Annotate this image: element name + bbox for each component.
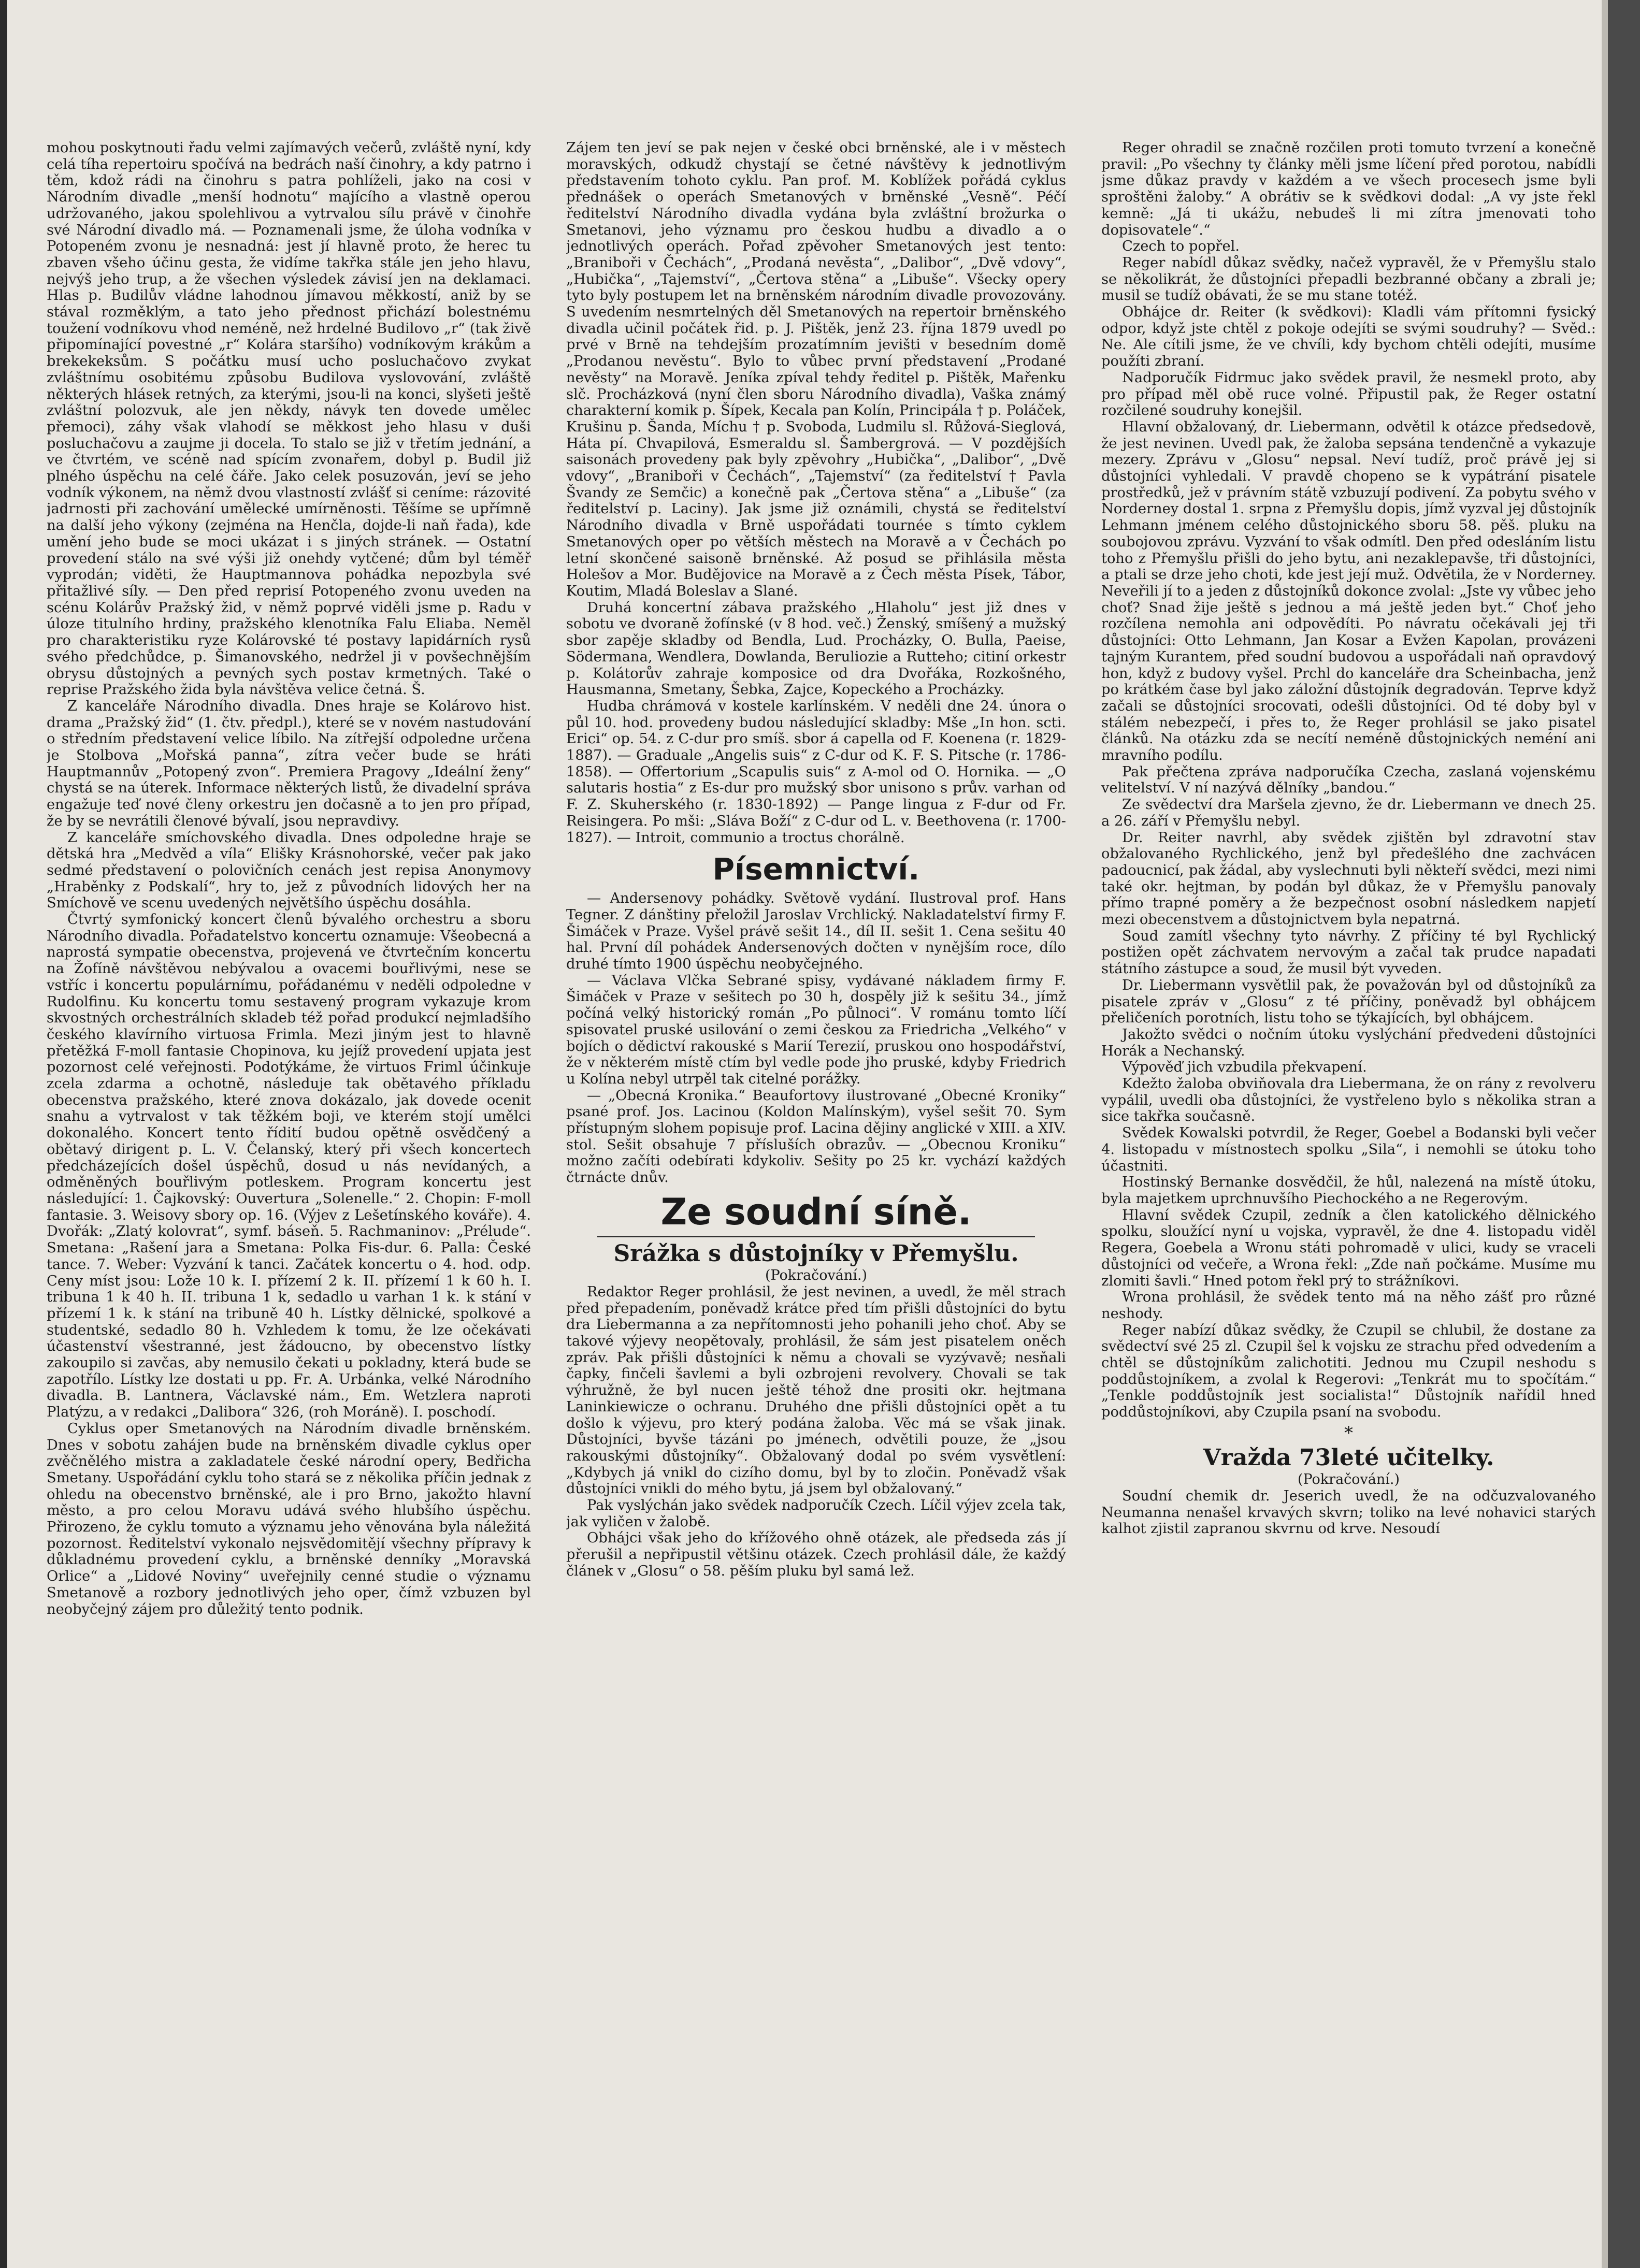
paragraph: Nadporučík Fidrmuc jako svědek pravil, že nesmekl proto, aby pro případ měl obě ruce volné. Připustil pak, že Reger ostatní rozčilené soudruhy konejšil. [1101,369,1596,419]
paragraph: Redaktor Reger prohlásil, že jest nevinen, a uvedl, že měl strach před přepadením, poněvadž krátce před tím přišli důstojníci do bytu dra Liebermanna a za nepřítomnosti jeho pohanili jeho choť. Aby se takové výjevy neopětovaly, prohlásil, že sám jest pisatelem oněch zpráv. Pak přišli důstojníci k němu a chovali se vyzývavě; nesňali čapky, finčeli šavlemi a byli ozbrojeni revolvery. Chovali se tak výhružně, že byl nucen ještě téhož dne prositi okr. hejtmana Laninkiewicze o ochranu. Druhého dne přišli důstojníci opět a tu došlo k výjevu, pro který podána žaloba. Věc má se však jinak. Důstojníci, byvše tázáni po jménech, odvětili pouze, že „jsou rakouskými důstojníky“. Obžalovaný dodal po svém vysvětlení: „Kdybych já vnikl do cizího domu, byl by to zločin. Poněvadž však důstojníci vnikli do mého bytu, já jsem byl obžalovaný.“ [566,1283,1066,1497]
paragraph: Reger ohradil se značně rozčilen proti tomuto tvrzení a konečně pravil: „Po všechny ty články měli jsme líčení před porotou, nabídli jsme důkaz pravdy v každém a ve všech procesech jsme byli sproštěni žaloby.“ A obrátiv se k svědkovi dodal: „A vy jste řekl kemně: „Já ti ukážu, nebudeš li mi zítra jmenovati toho dopisovatele“.“ [1101,140,1596,238]
paragraph: mohou poskytnouti řadu velmi zajímavých večerů, zvláště nyní, kdy celá tíha repertoiru spočívá na bedrách naší činohry, a kdy patrno i těm, kdož rádi na činohru s patra pohlíželi, jako na cosi v Národním divadle „menší hodnotu“ majícího a vlastně operou udržovaného, jakou spolehlivou a vytrvalou sílu právě v činohře své Národní divadlo má. — Poznamenali jsme, že úloha vodníka v Potopeném zvonu je nesnadná: jest jí hlavně proto, že herec tu zbaven všeho účinu gesta, že vidíme takřka stále jen jeho hlavu, nejvýš jeho trup, a že všechen výsledek závisí jen na deklamaci. Hlas p. Budilův vládne lahodnou jímavou měkkostí, aniž by se stával rozměklým, a tato jeho přednost přichází bolestnému toužení vodníkovu vhod neméně, než hrdelné Budilovo „r“ (tak živě připomínající povestné „r“ Kolára staršího) vodníkovým krákům a brekekeksům. S počátku musí ucho posluchačovo zvykat zvláštnímu osobitému způsobu Budilova vyslovování, zvláště některých hlásek retných, za kterými, jsou-li na konci, slyšeti ještě zvláštní polozvuk, ale jen někdy, návyk ten dovede umělec přemoci), záhy však vlahodí se měkkost jeho hlasu v duši posluchačovu a zaujme ji docela. To stalo se již v třetím jednání, a ve čtvrtém, ve scéně nad spícím zvonařem, dobyl p. Budil již plného úspěchu na celé čáře. Jako celek posuzován, jeví se jeho vodník výkonem, na němž dvou vlastností zvlášť si ceníme: rázovité jadrnosti při zachování umělecké umírněnosti. Těšíme se upřímně na další jeho výkony (zejména na Henčla, dojde-li naň řada), kde umění jeho bude se moci ukázat i s jiných stránek. — Ostatní provedení stálo na své výši již onehdy vytčené; dům byl téměř vyprodán; viděti, že Hauptmannova pohádka nepozbyla své přitažlivé síly. — Den před reprisí Potopeného zvonu uveden na scénu Kolárův Pražský žid, v němž poprvé viděli jsme p. Radu v úloze titulního hrdiny, pražského klenotníka Falu Eliaba. Neměl pro charakteristiku ryze Kolárovské té postavy lapidárních rysů svého předchůdce, p. Šimanovského, nedržel ji v povšechnějším obrysu důstojných a pevných sych postav krmetných. Také o reprise Pražského žida byla návštěva velice četná. Š. [47,140,531,698]
paragraph: Wrona prohlásil, že svědek tento má na něho zášť pro různé neshody. [1101,1289,1596,1322]
paragraph: Dr. Liebermann vysvětlil pak, že považován byl od důstojníků za pisatele zpráv v „Glosu“ z té příčiny, poněvadž byl obhájcem přeličeních porotních, listu toho se týkajících, byl obhájcem. [1101,977,1596,1027]
paragraph: Výpověď jich vzbudila překvapení. [1122,1059,1367,1076]
paragraph: Czech to popřel. [1122,238,1240,255]
section-title-pisemnictvi: Písemnictví. [712,851,920,887]
paragraph: Soudní chemik dr. Jeserich uvedl, že na odčuzvalovaného Neumanna nenašel krvavých skvrn; toliko na levé nohavici starých kalhot zjistil zapranou skvrnu od krve. Nesoudí [1101,1487,1596,1537]
paragraph: Z kanceláře smíchovského divadla. Dnes odpoledne hraje se dětská hra „Medvěd a víla“ Elišky Krásnohorské, večer pak jako sedmé představení o polovičních cenách jest repisa Anonymovy „Hraběnky z Podskalí“, hry to, jež z původních lidových her na Smíchově ve scenu uvedených největšího úspěchu dosáhla. [47,829,531,912]
paragraph: Obhájce dr. Reiter (k svědkovi): Kladli vám přítomni fysický odpor, když jste chtěl z pokoje odejíti se svými soudruhy? — Svěd.: Ne. Ale cítili jsme, že ve chvíli, kdy bychom chtěli odejíti, musíme použíti zbraní. [1101,304,1596,370]
paragraph: Zájem ten jeví se pak nejen v české obci brněnské, ale i v městech moravských, odkudž chystají se četné návštěvy k jednotlivým představením tohoto cyklu. Pan prof. M. Koblížek pořádá cyklus přednášek o operách Smetanových v brněnské „Vesně“. Péčí ředitelství Národního divadla vydána byla zvláštní brožurka o Smetanovi, jeho významu pro českou hudbu a divadlo a o jednotlivých operách. Pořad zpěvoher Smetanových jest tento: „Braniboři v Čechách“, „Prodaná nevěsta“, „Dalibor“, „Dvě vdovy“, „Hubička“, „Tajemství“, „Čertova stěna“ a „Libuše“. Všecky opery tyto byly postupem let na brněnském národním divadle provozovány. S uvedením nesmrtelných děl Smetanových na repertoir brněnského divadla učinil počátek řid. p. J. Pištěk, jenž 23. října 1879 uvedl po prvé v Brně na tehdejším prozatímním jevišti v besedním domě „Prodanou nevěstu“. Bylo to vůbec první představení „Prodané nevěsty“ na Moravě. Jeníka zpíval tehdy ředitel p. Pištěk, Mařenku slč. Procházková (nyní člen sboru Národního divadla), Vaška známý charakterní komik p. Šípek, Kecala pan Kolín, Principála † p. Poláček, Krušinu p. Šanda, Míchu † p. Svoboda, Ludmilu sl. Růžová-Sieglová, Háta pí. Chvapilová, Esmeraldu sl. Šambergrová. — V pozdějších saisonách provedeny pak byly zpěvohry „Hubička“, „Dalibor“, „Dvě vdovy“, „Braniboři v Čechách“, „Tajemství“ (za ředitelství † Pavla Švandy ze Semčic) a konečně pak „Čertova stěna“ a „Libuše“ (za ředitelství p. Laciny). Jak jsme již oznámili, chystá se ředitelství Národního divadla v Brně uspořádati tournée s tímto cyklem Smetanových oper po větších městech na Moravě a v Čechách po letní skončené saisoně brněnské. Až posud se přihlásila města Holešov a Mor. Budějovice na Moravě a z Čech města Písek, Tábor, Koutim, Mladá Boleslav a Slané. [566,140,1066,599]
paragraph: Čtvrtý symfonický koncert členů bývalého orchestru a sboru Národního divadla. Pořadatelstvo koncertu oznamuje: Všeobecná a naprostá sympatie obecenstva, projevená ve čtvrtečním koncertu na Žofíně návštěvou nebývalou a ovacemi bouřlivými, nese se vstříc i koncertu populárnímu, pořádanému v neděli odpoledne v Rudolfinu. Ku koncertu tomu sestavený program vykazuje krom skvostných orchestrálních skladeb též pořad produkcí nejmladšího českého klavírního virtuosa Frimla. Mezi jiným jest to hlavně přetěžká F-moll fantasie Chopinova, ku jejíž provedení upjata jest pozornost celé veřejnosti. Podotýkáme, že virtuos Friml účinkuje zcela zdarma a ochotně, následuje tak obětavého příkladu obecenstva pražského, které znova dokázalo, jak dovede ocenit snahu a vytrvalost v tak těžkém boji, ve kterém stojí umělci dokonalého. Koncert tento řídití budou opětně osvědčený a obětavý dirigent p. L. V. Čelanský, který při všech koncertech předcházejících došel úspěchů, dosud u nás nevídaných, a odměněných bouřlivým potleskem. Program koncertu jest následující: 1. Čajkovský: Ouvertura „Solenelle.“ 2. Chopin: F-moll fantasie. 3. Weisovy sbory op. 16. (Výjev z Lešetínského kováře). 4. Dvořák: „Zlatý kolovrat“, symf. báseň. 5. Rachmaninov: „Prélude“. Smetana: „Rašení jara a Smetana: Polka Fis-dur. 6. Palla: České tance. 7. Weber: Vyzvání k tanci. Začátek koncertu o 4. hod. odp. Ceny míst jsou: Lože 10 k. I. přízemí 2 k. II. přízemí 1 k 60 h. I. tribuna 1 k 40 h. II. tribuna 1 k, sedadlo u varhan 1 k. k stání v přízemí 1 k. k stání na tribuně 40 h. Lístky dělnické, spolkové a studentské, sedadlo 80 h. Vzhledem k tomu, že lze očekávati účastenství všestranné, jest žádoucno, by obecenstvo lístky zakoupilo si zavčas, aby nemusilo čekati u pokladny, která bude se zapotřílo. Lístky lze dostati u pp. Fr. A. Urbánka, velké Národního divadla. B. Lantnera, Václavské nám., Em. Wetzlera naproti Platýzu, a v redakci „Dalibora“ 326, (roh Moráně). I. poschodí. [47,912,531,1421]
divider [597,1236,1035,1237]
paragraph: Cyklus oper Smetanových na Národním divadle brněnském. Dnes v sobotu zahájen bude na brněnském divadle cyklus oper zvěčnělého mistra a zakladatele české národní opery, Bedřicha Smetany. Uspořádání cyklu toho stará se z několika příčin jednak z ohledu na obecenstvo brněnské, ale i pro Brno, jakožto hlavní město, a pro celou Moravu udává svého hlubšího úspěchu. Přirozeno, že cyklu tomuto a významu jeho věnována byla náležitá pozornost. Ředitelství vykonalo nejsvědomitějí všechny přípravy k důkladnému provedení cyklu, a brněnské denníky „Moravská Orlice“ a „Lidové Noviny“ uveřejnily cenné studie o významu Smetanově a rozbory jednotlivých jeho oper, čímž vzbuzen byl neobyčejný zájem pro důležitý tento podnik. [47,1420,531,1617]
paragraph: — Václava Vlčka Sebrané spisy, vydávané nákladem firmy F. Šimáček v Praze v sešitech po 30 h, dospěly již k sešitu 34., jímž počíná velký historický román „Po půlnoci“. V románu tomto líčí spisovatel pruské usilování o zemi českou za Friedricha „Velkého“ v bojích o dědictví rakouské s Marií Terezií, pruskou ono hospodářství, že v některém místě ctím byl vedle pode jho pruské, kdyby Friedrich u Kolína nebyl utrpěl tak citelné porážky. [566,972,1066,1087]
section-title-soudni-sin: Ze soudní síně. [660,1190,972,1233]
column-2 [566,140,1066,2243]
article-subhead: (Pokračování.) [765,1267,868,1283]
paragraph: Kdežto žaloba obviňovala dra Liebermana, že on rány z revolveru vypálil, uvedli oba důstojníci, že vystřeleno bylo s několika stran a sice takřka současně. [1101,1076,1596,1125]
paragraph: Svědek Kowalski potvrdil, že Reger, Goebel a Bodanski byli večer 4. listopadu v místnostech spolku „Sila“, i nemohli se útoku toho účastniti. [1101,1125,1596,1174]
paragraph: Hlavní obžalovaný, dr. Liebermann, odvětil k otázce předsedově, že jest nevinen. Uvedl pak, že žaloba sepsána tendenčně a vykazuje mezery. Zprávu v „Glosu“ nepsal. Neví tudíž, proč právě jej si důstojníci vyhledali. V pravdě chopeno se k vypátrání pisatele prostředků, jež v právním státě vzbuzují podivení. Za pobytu svého v Norderney dostal 1. srpna z Přemyšlu dopis, jímž vyzval jej důstojník Lehmann jménem celého důstojnického sboru 58. pěš. pluku na soubojovou zprávu. Vyzvání to však odmítl. Den před odesláním listu toho z Přemyšlu přišli do jeho bytu, ani nezaklepavše, tři důstojníci, a ptali se drze jeho choti, kde jest její muž. Odvětila, že v Norderney. Neveřili jí to a jeden z důstojníků dokonce zvolal: „Jste vy vůbec jeho choť? Snad žije ještě s jednou a má ještě jeden byt.“ Choť jeho rozčílena nemohla ani odpovědíti. Po návratu očekávali jej tři důstojníci: Otto Lehmann, Jan Kosar a Evžen Kapolan, provázeni tajným Kurantem, před soudní budovou a uspořádali naň opravdový hon, když z budovy vyšel. Prchl do kanceláře dra Scheinbacha, jenž po krátkém čase byl jako záložní důstojník degradován. Teprve když začali se důstojníci srocovati, odešli důstojníci. Od té doby byl v stálém nebezpečí, i přes to, že Reger prohlásil se jako pisatel článků. Na otázku zda se necítí neméně důstojnických neméní ani mravního podílu. [1101,418,1596,764]
paragraph: Pak vyslýchán jako svědek nadporučík Czech. Líčil výjev zcela tak, jak vyličen v žalobě. [566,1497,1066,1530]
paragraph: — „Obecná Kronika.“ Beaufortovy ilustrované „Obecné Kroniky“ psané prof. Jos. Lacinou (Koldon Malínským), vyšel sešit 70. Sym přístupným slohem popisuje prof. Lacina dějiny anglické v XIII. a XIV. stol. Sešit obsahuje 7 přísluších obrazův. — „Obecnou Kroniku“ možno začíti odebírati kdykoliv. Sešity po 25 kr. vychází každých čtrnácte dnův. [566,1087,1066,1186]
paragraph: Jakožto svědci o nočním útoku vyslýchání předvedeni důstojníci Horák a Nechanský. [1101,1026,1596,1059]
paragraph: Dr. Reiter navrhl, aby svědek zjištěn byl zdravotní stav obžalovaného Rychlického, jenž byl předešlého dne zachvácen padoucnicí, pak žádal, aby vyslechnuti byli někteří svědci, mezi nimi také okr. hejtman, by podán byl důkaz, že v Přemyšlu panovaly přímo trapné poměry a že bezpečnost osobní následkem napjetí mezi obecenstvem a důstojnictvem byla nepatrná. [1101,829,1596,928]
article-headline: Srážka s důstojníky v Přemyšlu. [613,1240,1019,1267]
paragraph: Druhá koncertní zábava pražského „Hlaholu“ jest již dnes v sobotu ve dvoraně žofínské (v 8 hod. več.) Ženský, smíšený a mužský sbor zapěje skladby od Bendla, Lud. Procházky, O. Bulla, Paeise, Södermana, Wendlera, Dowlanda, Beruliozie a Rutteho; citiní orkestr p. Kolátorův zahraje komposice od dra Dvořáka, Rozkošného, Hausmanna, Smetany, Šebka, Zajce, Kopeckého a Procházky. [566,599,1066,698]
column-3 [1101,140,1596,2243]
separator-asterisk: * [1344,1422,1353,1443]
paragraph: Z kanceláře Národního divadla. Dnes hraje se Kolárovo hist. drama „Pražský žid“ (1. čtv. předpl.), které se v novém nastudování o středním představení velice líbilo. Na zítřejší odpoledne určena je Stolbova „Mořská panna“, zítra večer bude se hráti Hauptmannův „Potopený zvon“. Premiera Pragovy „Ideální ženy“ chystá se na úterek. Informace některých listů, že divadelní správa engažuje teď nové členy orkestru jen dočasně a to jen pro případ, že by se nevrátili členové bývalí, jsou nepravdivy. [47,698,531,829]
newspaper-page [47,140,1595,2243]
paragraph: Hlavní svědek Czupil, zedník a člen katolického dělnického spolku, sloužící nyní u vojska, vypravěl, že dne 4. listopadu viděl Regera, Goebela a Wronu státi pohromadě v ulici, kudy se vraceli důstojníci od večeře, a Wrona řekl: „Zde naň počkáme. Musíme mu zlomiti šavli.“ Hned potom řekl prý to strážníkovi. [1101,1207,1596,1289]
paragraph: — Andersenovy pohádky. Světově vydání. Ilustroval prof. Hans Tegner. Z dánštiny přeložil Jaroslav Vrchlický. Nakladatelství firmy F. Šimáček v Praze. Vyšel právě sešit 14., díl II. sešit 1. Cena sešitu 40 hal. První díl pohádek Andersenových dočten v nynějším roce, dílo druhé tímto 1900 úspěchu neobyčejného. [566,890,1066,973]
column-1 [47,140,531,2243]
paragraph: Pak přečtena zpráva nadporučíka Czecha, zaslaná vojenskému velitelství. V ní nazývá dělníky „bandou.“ [1101,763,1596,797]
paragraph: Reger nabízí důkaz svědky, že Czupil se chlubil, že dostane za svědectví své 25 zl. Czupil šel k vojsku ze strachu před odvedením a chtěl se důstojníkům zalichotiti. Jednou mu Czupil neshodu s poddůstojníkem, a zvolal k Regerovi: „Tenkrát mu to spočítám.“ „Tenkle poddůstojník jest socialista!“ Důstojník nařídil hned poddůstojníkovi, aby Czupila psaní na svobodu. [1101,1322,1596,1421]
paragraph: Soud zamítl všechny tyto návrhy. Z příčiny té byl Rychlický postižen opět záchvatem nervovým a začal tak prudce napadati státního zástupce a soud, že musil být vyveden. [1101,928,1596,977]
page-edge-left [0,0,7,2268]
paragraph: Hudba chrámová v kostele karlínském. V neděli dne 24. února o půl 10. hod. provedeny budou následující skladby: Mše „In hon. scti. Erici“ op. 54. z C-dur pro smíš. sbor á capella od F. Koenena (r. 1829-1887). — Graduale „Angelis suis“ z C-dur od K. F. S. Pitsche (r. 1786-1858). — Offertorium „Scapulis suis“ z A-mol od O. Hornika. — „O salutaris hostia“ z Es-dur pro mužský sbor unisono s prův. varhan od F. Z. Skuherského (r. 1830-1892) — Pange lingua z F-dur od Fr. Reisingera. Po mši: „Sláva Boží“ z C-dur od L. v. Beethovena (r. 1700-1827). — Introit, communio a troctus chorálně. [566,698,1066,846]
paragraph: Ze svědectví dra Maršela zjevno, že dr. Liebermann ve dnech 25. a 26. září v Přemyšlu nebyl. [1101,797,1596,829]
article-headline: Vražda 73leté učitelky. [1203,1444,1494,1471]
page-edge-right [1608,0,1640,2268]
paragraph: Obhájci však jeho do křížového ohně otázek, ale předseda zás jí přerušil a nepřipustil většinu otázek. Czech prohlásil dále, že každý článek v „Glosu“ o 58. pěším pluku byl samá lež. [566,1530,1066,1579]
paragraph: Reger nabídl důkaz svědky, načež vypravěl, že v Přemyšlu stalo se několikrát, že důstojníci přepadli bezbranné občany a zbrali je; musil se tudíž obávati, že se mu stane totéž. [1101,254,1596,304]
article-subhead: (Pokračování.) [1297,1471,1400,1487]
page-gutter-right [1602,0,1608,2268]
paragraph: Hostinský Bernanke dosvědčil, že hůl, nalezená na místě útoku, byla majetkem uprchnuvšího Piechockého a ne Regerovým. [1101,1174,1596,1207]
